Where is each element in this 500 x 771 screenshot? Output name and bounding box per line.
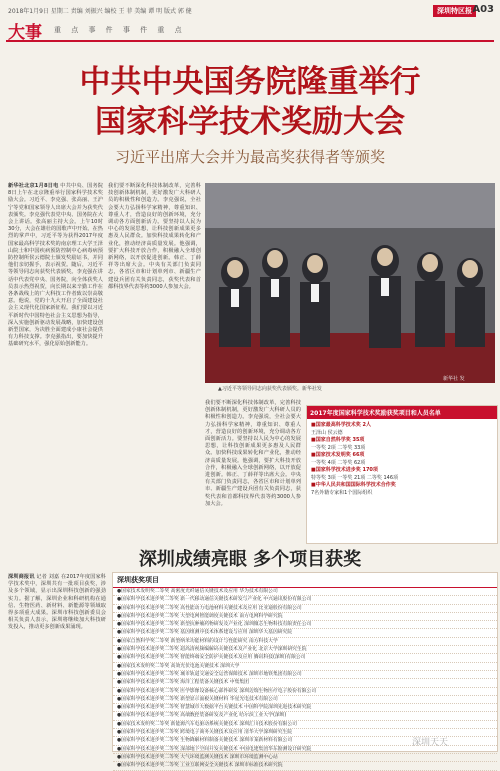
table-row: ●国家科学技术进步奖二等奖 新型抗肿瘤药物研发及产业化 深圳微芯生物科技有限责任公司	[113, 621, 497, 629]
table-row: ●国家科学技术进步奖二等奖 基因组测序技术体系建设与应用 深圳华大基因研究院	[113, 629, 497, 637]
table-row: ●国家科学技术进步奖二等奖 深部地下空间开发关键技术 中国电建集团华东勘测设计研究院	[113, 746, 497, 754]
award-list	[307, 419, 497, 500]
award-row: 7名外籍专家和1个国际组织	[311, 489, 373, 496]
table-row: ●国家科学技术进步奖二等奖 大型电网智能调度关键技术 南方电网科学研究院	[113, 613, 497, 621]
table-row: ●国家技术发明奖二等奖 新能源汽车电驱动系统关键技术 深圳汇川技术股份有限公司	[113, 721, 497, 729]
table-row: ●国家科学技术进步奖二等奖 城市轨道交通安全运营保障技术 深圳市地铁集团有限公司	[113, 671, 497, 679]
table-row: ●国家科学技术进步奖二等奖 智能终端安全防护关键技术及应用 腾讯科技(深圳)有限公司	[113, 654, 497, 662]
newspaper-logo: 深圳特区报	[433, 5, 476, 17]
page-number: A03	[472, 4, 494, 15]
article-text-left: 中共中央、国务院8日上午在北京隆重举行国家科学技术奖励大会。习近平、李克强、张高丽、王沪宁等党和国家领导人出席大会并为获奖代表颁奖。李克强代表党中央、国务院在大会上讲话。张高丽主持大会。上午10时30分，大会在雄壮的国歌声中开始。在热烈的掌声中，习近平等为获得2017年度国家最高科学技术奖的南京理工大学王泽山院士和中国疾病预防控制中心病毒病预防控制所侯云德院士颁发奖励证书，并同他们亲切握手，表示祝贺。随后，习近平等领导同志向获奖代表颁奖。李克强在讲话中代表党中央、国务院，向全体获奖人员表示热烈祝贺，向长期以来辛勤工作在各条战线上的广大科技工作者致以崇高敬意。他说，党的十九大开启了全面建设社会主义现代化国家新征程。我们要以习近平新时代中国特色社会主义思想为指导，深入实施创新驱动发展战略，加快建设创新型国家，为决胜全面建成小康社会提供有力科技支撑。李克强指出，要加快提升基础研究水平，强化原始创新能力。	[8, 183, 103, 348]
article-text-continued: 我们要不断深化科技体制改革，完善科技创新体制机制，更好激发广大科研人员的积极性和创造力。李克强说，全社会要大力弘扬科学家精神，尊重知识、尊重人才，营造良好的创新环境，充分调动各方面创新活力。要坚持以人民为中心的发展思想，让科技创新成果更多惠及人民群众。加快科技成果转化和产业化，推动经济高质量发展。他强调，要扩大科技开放合作，积极融入全球创新网络，以开放促进创新。韩正、丁薛祥等出席大会。中央有关部门负责同志，各省区市和计划单列市、新疆生产建设兵团有关负责同志，获奖代表和首都科技界代表等约3000人参加大会。	[205, 400, 301, 507]
headline-line-1: 中共中央国务院隆重举行	[79, 64, 421, 100]
award-box-header: 2017年度国家科学技术奖励获奖项目和人员名单	[307, 406, 497, 419]
table-row: ●国家科学技术进步奖二等奖 工业互联网安全关键技术 深圳市标准技术研究院	[113, 762, 497, 770]
article-column-left	[8, 183, 103, 543]
masthead	[6, 4, 494, 44]
table-row: ●国家科学技术进步奖二等奖 海洋工程装备关键技术 中集集团	[113, 679, 497, 687]
headline-line-2: 国家科学技术奖励大会	[95, 104, 405, 140]
table-row: ●国家科学技术进步奖二等奖 大气环境监测关键技术 深圳市环境监测中心站	[113, 754, 497, 762]
sub-headline: 习近平出席大会并为最高奖获得者等颁奖	[114, 148, 385, 166]
table-title: 深圳获奖项目	[113, 573, 497, 588]
news-photo	[205, 183, 495, 383]
table-row: ●国家技术发明奖二等奖 高密度光纤通信关键技术及应用 华为技术有限公司	[113, 588, 497, 596]
edition-meta: 2018年1月9日 星期二 责编 刘振兴 编校 王 菲 美编 谭 明 版式 郭 健	[8, 8, 192, 15]
award-row: 一等奖 4项 二等奖 62项	[311, 459, 366, 466]
table-row: ●国家科学技术进步奖二等奖 新型显示面板关键材料 华星光电技术有限公司	[113, 696, 497, 704]
section-subtitle: 重 点 事 件 事 件 重 点	[54, 26, 186, 34]
secondary-headline: 深圳成绩亮眼 多个项目获奖	[138, 549, 362, 570]
table-row: ●国家科学技术进步奖二等奖 超高清视频编解码关键技术及产业化 北京大学深圳研究生院	[113, 646, 497, 654]
section-bar	[6, 18, 494, 42]
award-row: 王泽山 侯云德	[311, 429, 343, 436]
article-text-middle: 我们要不断深化科技体制改革，完善科技创新体制机制，更好激发广大科研人员的积极性和创造力。李克强说，全社会要大力弘扬科学家精神，尊重知识、尊重人才，营造良好的创新环境，充分调动各方面创新活力。要坚持以人民为中心的发展思想，让科技创新成果更多惠及人民群众。加快科技成果转化和产业化，推动经济高质量发展。他强调，要扩大科技开放合作，积极融入全球创新网络，以开放促进创新。韩正、丁薛祥等出席大会。中央有关部门负责同志，各省区市和计划单列市、新疆生产建设兵团有关负责同志，获奖代表和首都科技界代表等约3000人参加大会。	[108, 183, 201, 290]
article-column-bottom-left	[8, 574, 106, 750]
shenzhen-awards-table	[112, 572, 498, 769]
article-column-middle	[108, 183, 201, 543]
award-row: 特等奖 3项 一等奖 21项 二等奖 146项	[311, 474, 399, 481]
photo-credit: 新华社 发	[443, 376, 465, 382]
table-row: ●国家科学技术进步奖二等奖 跨境电子商务关键技术及应用 清华大学深圳研究生院	[113, 729, 497, 737]
table-row: ●国家科学技术进步奖二等奖 医学影像设备核心部件研发 深圳迈瑞生物医疗电子股份有限公司	[113, 688, 497, 696]
table-row: ●国家科学技术进步奖二等奖 智慧城市大数据平台关键技术 中国科学院深圳先进技术研究院	[113, 704, 497, 712]
table-row: ●国家科学技术进步奖二等奖 生物降解材料制备关键技术 深圳市某新材料有限公司	[113, 737, 497, 745]
table-row: ●国家自然科学奖二等奖 新型纳米功能材料的设计与性能研究 南方科技大学	[113, 638, 497, 646]
award-row: ■国家自然科学奖 35项	[311, 437, 365, 443]
table-row: ●国家科学技术进步奖二等奖 高性能动力电池材料关键技术及应用 比亚迪股份有限公司	[113, 605, 497, 613]
award-row: ■中华人民共和国国际科学技术合作奖	[311, 482, 396, 488]
award-row: ■国家技术发明奖 66项	[311, 452, 365, 458]
photo-caption: ▲习近平等领导同志向获奖代表颁奖。新华社发	[218, 386, 322, 392]
section-title: 大事	[8, 23, 42, 43]
article-lead: 新华社北京1月8日电	[8, 183, 59, 189]
award-row: 一等奖 2项 二等奖 33项	[311, 444, 366, 451]
bottom-article-text: 记者 刘嘉 在2017年度国家科学技术奖中，深圳共有一批项目获奖，涉及多个领域，显示出深圳科技创新的强劲实力。据了解，深圳企业和科研机构在通信、生物医药、新材料、新能源等领域取得多项重大成果。深圳市科技创新委员会相关负责人表示，深圳将继续加大科技研发投入，推动更多创新成果涌现。	[8, 574, 106, 631]
award-summary-box	[306, 405, 498, 544]
award-row: ■国家最高科学技术奖 2人	[311, 422, 371, 428]
watermark: 深圳天天	[412, 738, 449, 748]
table-row: ●国家科学技术进步奖二等奖 高端数控装备研发及产业化 哈尔滨工业大学(深圳)	[113, 712, 497, 720]
award-ceremony-image	[205, 183, 495, 383]
table-row: ●国家科学技术进步奖二等奖 新一代移动通信关键技术研发与产业化 中兴通讯股份有限公司	[113, 596, 497, 604]
table-row: ●国家技术发明奖二等奖 高效光伏电池关键技术 深圳大学	[113, 663, 497, 671]
award-row: ■国家科学技术进步奖 170项	[311, 467, 378, 473]
article-column-continued	[205, 400, 301, 543]
main-headline	[0, 62, 500, 142]
bottom-article-lead: 深圳商报讯	[8, 574, 35, 580]
